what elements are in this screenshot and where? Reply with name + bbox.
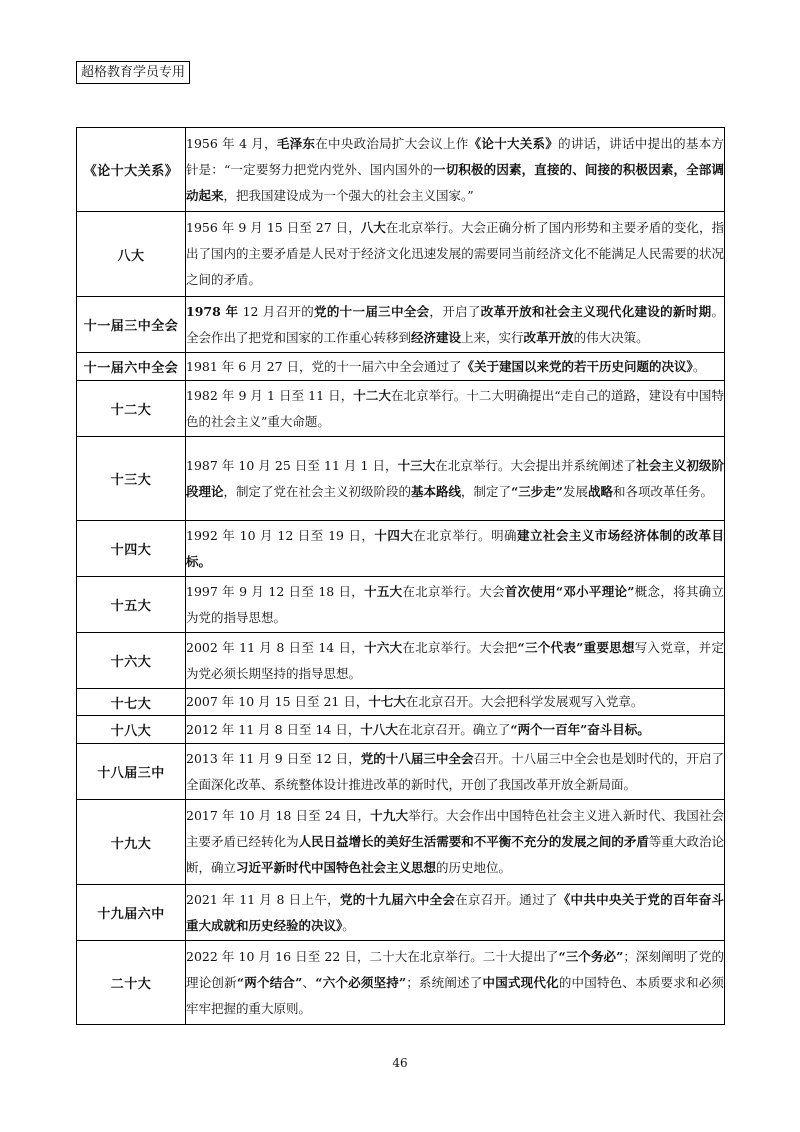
emphasis-text: 经济建设 (411, 329, 462, 345)
row-description (186, 633, 725, 689)
table-row (77, 297, 725, 353)
body-text: ，把我国建设成为一个强大的社会主义国家。” (223, 187, 474, 203)
emphasis-text: 十二大 (353, 387, 391, 403)
table-row (77, 381, 725, 437)
page-number: 46 (392, 1056, 408, 1070)
body-text: 。 (342, 917, 355, 933)
row-title: 十七大 (77, 689, 186, 716)
body-text: 在北京举行。大会把 (402, 639, 518, 655)
body-text: 在京召开。通过了 (455, 891, 558, 907)
row-description (186, 689, 725, 716)
body-text: 在中央政治局扩大会议上作 (315, 135, 469, 151)
body-text: 在北京举行。十二大明确提出“走自己的道路，建设有中国特色的社会主义”重大命题。 (186, 387, 724, 429)
row-description (186, 941, 725, 1025)
emphasis-text: 十五大 (364, 583, 403, 599)
emphasis-text: 党的十九届六中全会 (339, 891, 456, 907)
table-row (77, 128, 725, 212)
body-text: 上来，实行 (461, 329, 524, 345)
emphasis-text: 十四大 (374, 527, 414, 543)
body-text: 1982 年 9 月 1 日至 11 日， (186, 387, 354, 403)
emphasis-text: 《论十大关系》 (468, 135, 559, 151)
emphasis-text: 习近平新时代中国特色社会主义思想 (236, 860, 437, 875)
table-row (77, 437, 725, 521)
body-text: 2022 年 10 月 16 日至 22 日，二十大在北京举行。二十大提出了 (186, 948, 559, 964)
row-title: 十四大 (77, 521, 186, 577)
body-text: 2012 年 11 月 8 日至 14 日， (186, 721, 361, 737)
emphasis-text: 十六大 (364, 639, 403, 655)
emphasis-text: “两个一百年”奋斗目标。 (510, 721, 650, 737)
body-text: 2017 年 10 月 18 日至 24 日， (186, 808, 371, 823)
row-title: 十三大 (77, 437, 186, 521)
emphasis-text: 社会主义初级阶段理论 (186, 457, 724, 499)
row-title: 《论十大关系》 (77, 128, 186, 212)
row-title: 十一届三中全会 (77, 297, 186, 353)
row-description (186, 716, 725, 744)
row-description (186, 744, 725, 800)
row-description (186, 885, 725, 941)
table-row (77, 941, 725, 1025)
body-text: 、 (302, 974, 316, 990)
body-text: 在北京举行。大会 (402, 583, 505, 599)
row-description (186, 128, 725, 212)
body-text: 2002 年 11 月 8 日至 14 日， (186, 639, 365, 655)
emphasis-text: 基本路线 (411, 483, 462, 499)
row-title: 十六大 (77, 633, 186, 689)
body-text: 1956 年 4 月， (186, 135, 277, 151)
row-title: 十五大 (77, 577, 186, 633)
body-text: 和各项改革任务。 (612, 483, 713, 499)
body-text: 在北京召开。大会把科学发展观写入党章。 (405, 694, 644, 709)
table-row (77, 633, 725, 689)
emphasis-text: 党的十八届三中全会 (360, 750, 474, 766)
body-text: 2013 年 11 月 9 日至 12 日， (186, 750, 361, 766)
body-text: 在北京举行。明确 (413, 527, 518, 543)
body-text: ；深刻阐明了党的理论创新 (186, 948, 724, 990)
table-row (77, 521, 725, 577)
body-text: 发展 (562, 483, 588, 499)
body-text: 2007 年 10 月 15 日至 21 日， (186, 694, 369, 709)
header-label: 超格教育学员专用 (76, 61, 190, 84)
emphasis-text: 十七大 (368, 694, 406, 709)
table-row (77, 885, 725, 941)
body-text: 2021 年 11 月 8 日上午， (186, 891, 340, 907)
emphasis-text: 首次使用“邓小平理论” (504, 583, 635, 599)
emphasis-text: 改革开放 (523, 329, 574, 345)
emphasis-text: 十九大 (370, 808, 409, 823)
emphasis-text: 1978 年 (186, 303, 239, 319)
table-row (77, 212, 725, 297)
body-text: 1992 年 10 月 12 日至 19 日， (186, 527, 375, 543)
body-text: 在北京召开。确立了 (397, 721, 511, 737)
emphasis-text: 毛泽东 (276, 135, 316, 151)
body-text: 在北京举行。大会正确分析了国内形势和主要矛盾的变化，指出了国内的主要矛盾是人民对于经济文化迅速发展的需要同当前经济文化不能满足人民需要的状况之间的矛盾。 (186, 220, 724, 287)
body-text: 的伟大决策。 (573, 329, 649, 345)
row-title: 十八大 (77, 716, 186, 744)
body-text: 概念，将其确立为党的指导思想。 (186, 583, 724, 625)
emphasis-text: “三个代表”重要思想 (517, 639, 635, 655)
row-description (186, 212, 725, 297)
table-row (77, 800, 725, 885)
body-text: 的历史地位。 (436, 860, 512, 875)
row-description (186, 800, 725, 885)
row-title: 十九大 (77, 800, 186, 885)
table-row (77, 353, 725, 381)
emphasis-text: 《关于建国以来党的若干历史问题的决议》 (461, 358, 693, 374)
row-title: 十二大 (77, 381, 186, 437)
emphasis-text: 改革开放和社会主义现代化建设的新时期 (480, 303, 712, 319)
emphasis-text: 十八大 (360, 721, 398, 737)
row-title: 十八届三中 (77, 744, 186, 800)
emphasis-text: “三步走” (511, 483, 563, 499)
table-row (77, 716, 725, 744)
emphasis-text: 战略 (587, 483, 613, 499)
body-text: 。 (692, 358, 706, 374)
body-text: 1981 年 6 月 27 日，党的十一届六中全会通过了 (186, 358, 462, 374)
emphasis-text: 中国式现代化 (482, 974, 559, 990)
emphasis-text: “三个务必” (558, 948, 624, 964)
body-text: 等重大政治论断，确立 (186, 834, 724, 875)
body-text: 在北京举行。大会提出并系统阐述了 (435, 457, 637, 473)
row-title: 十九届六中 (77, 885, 186, 941)
row-description (186, 297, 725, 353)
body-text: 召开。十八届三中全会也是划时代的，开启了全面深化改革、系统整体设计推进改革的新时代，开创了我国改革开放全新局面。 (186, 750, 724, 792)
table-row (77, 689, 725, 716)
emphasis-text: 党的十一届三中全会 (314, 303, 430, 319)
emphasis-text: 建立社会主义市场经济体制的改革目标。 (186, 527, 724, 569)
body-text: 写入党章，并定为党必须长期坚持的指导思想。 (186, 639, 724, 681)
emphasis-text: 人民日益增长的美好生活需要和不平衡不充分的发展之间的矛盾 (298, 834, 649, 849)
emphasis-text: 《中共中央关于党的百年奋斗重大成就和历史经验的决议》 (186, 891, 724, 933)
body-text: ，制定了 (461, 483, 512, 499)
row-description (186, 381, 725, 437)
body-text: ，开启了 (429, 303, 481, 319)
body-text: 的讲话，讲话中提出的基本方针是：“一定要努力把党内党外、国内国外的 (186, 135, 724, 177)
emphasis-text: 八大 (360, 220, 386, 235)
body-text: 1987 年 10 月 25 日至 11 月 1 日， (186, 457, 398, 473)
table-row (77, 744, 725, 800)
body-text: 1997 年 9 月 12 日至 18 日， (186, 583, 365, 599)
emphasis-text: “六个必须坚持” (315, 974, 407, 990)
row-title: 二十大 (77, 941, 186, 1025)
emphasis-text: 十三大 (397, 457, 436, 473)
row-description (186, 521, 725, 577)
body-text: 1956 年 9 月 15 日至 27 日， (186, 220, 361, 235)
body-text: ；系统阐述了 (406, 974, 483, 990)
row-title: 八大 (77, 212, 186, 297)
timeline-table (76, 127, 725, 1025)
row-description (186, 353, 725, 381)
row-description (186, 577, 725, 633)
body-text: 12 月召开的 (238, 303, 315, 319)
body-text: ，制定了党在社会主义初级阶段的 (223, 483, 412, 499)
body-text: 举行。大会作出中国特色社会主义进入新时代、我国社会主要矛盾已经转化为 (186, 808, 724, 849)
table-row (77, 577, 725, 633)
row-description (186, 437, 725, 521)
emphasis-text: 一切积极的因素，直接的、间接的积极因素，全部调动起来 (186, 161, 724, 203)
body-text: 。全会作出了把党和国家的工作重心转移到 (186, 303, 724, 345)
emphasis-text: “两个结合” (236, 974, 303, 990)
row-title: 十一届六中全会 (77, 353, 186, 381)
body-text: 的中国特色、本质要求和必须牢牢把握的重大原则。 (186, 974, 724, 1016)
